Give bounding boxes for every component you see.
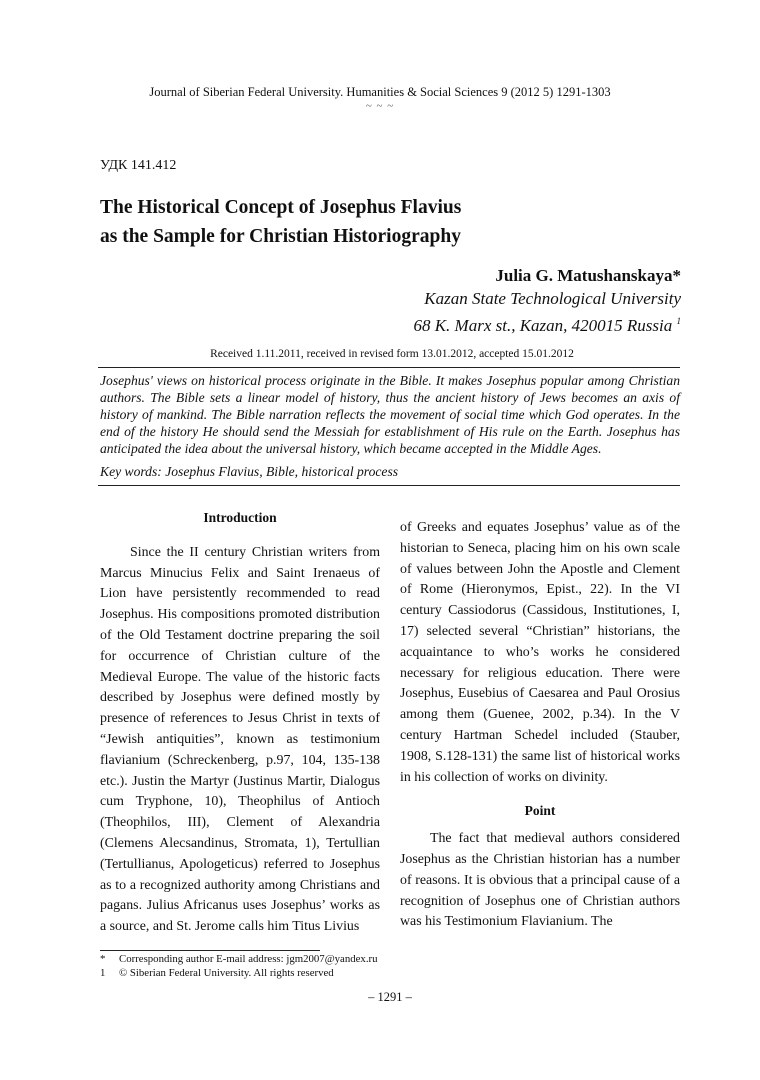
right-column xyxy=(400,518,680,933)
footnote-text: Corresponding author E-mail address: jgm2007@yandex.ru xyxy=(119,953,378,965)
footnote-mark: * xyxy=(100,953,106,965)
address-note-mark: 1 xyxy=(676,316,681,326)
left-column xyxy=(100,508,380,938)
keywords: Key words: Josephus Flavius, Bible, historical process xyxy=(100,464,399,479)
author-affiliation: Kazan State Technological University xyxy=(424,288,681,308)
abstract-bottom-rule xyxy=(98,485,680,486)
received-dates: Received 1.11.2011, received in revised form 13.01.2012, accepted 15.01.2012 xyxy=(210,348,574,360)
author-address-line xyxy=(413,310,681,338)
title-line-1: The Historical Concept of Josephus Flavius xyxy=(100,197,462,218)
introduction-heading: Introduction xyxy=(203,510,277,525)
footnote-text: © Siberian Federal University. All rights reserved xyxy=(119,967,334,979)
page-number: – 1291 – xyxy=(368,990,412,1004)
footnote-rule xyxy=(100,950,320,951)
journal-header: Journal of Siberian Federal University. Humanities & Social Sciences 9 (2012 5) 1291-1303 xyxy=(149,85,611,99)
author-name: Julia G. Matushanskaya* xyxy=(495,266,681,285)
footnote-copyright xyxy=(100,966,334,980)
article-title xyxy=(100,193,461,251)
abstract-top-rule xyxy=(98,367,680,368)
footnote-mark: 1 xyxy=(100,967,106,979)
author-address: 68 K. Marx st., Kazan, 420015 Russia xyxy=(413,316,673,335)
author-block xyxy=(413,265,681,338)
introduction-paragraph: Since the II century Christian writers from Marcus Minucius Felix and Saint Irenaeus of Lion have persistently recommended to read Josephus. His compositions promoted distribution of the Old Testament doctrine preparing the soil for occurrence of Christian culture of the Medieval Europe. The value of the historic facts described by Josephus were defined mostly by presence of references to Jesus Christ in texts of “Jewish antiquities”, known as testimonium flavianium (Schreckenberg, p.97, 104, 135-138 etc.). Justin the Martyr (Justinus Martir, Dialogus cum Tryphone, 10), Theophilus of Antioch (Theophilos, III), Clement of Alexandria (Clemens Alecsandinus, Stromata, 1), Tertullian (Tertullianus, Apologeticus) referred to Josephus as to a recognized authority among Christians and pagans. Julius Africanus uses Josephus’ works as a source, and St. Jerome calls him Titus Livius xyxy=(100,544,380,935)
introduction-continued: of Greeks and equates Josephus’ value as of the historian to Seneca, placing him on his own scale of values between John the Apostle and Clement of Rome (Hieronymos, Epist., 22). In the VI century Cassiodorus (Cassidous, Institutiones, I, 17) selected several “Christian” historians, the acquaintance to who’s works he considered necessary for religious education. There were Josephus, Eusebius of Caesarea and Paul Orosius among them (Guenee, 2002, p.34). In the V century Hartman Schedel included (Stauber, 1908, S.128-131) the same list of historical works in his collection of works on divinity. xyxy=(400,520,680,785)
udc-code: УДК 141.412 xyxy=(100,158,177,173)
footnote-corresponding xyxy=(100,952,378,966)
point-paragraph: The fact that medieval authors considered Josephus as the Christian historian has a number of reasons. It is obvious that a principal cause of a recognition of Josephus one of Christian authors was his Testimonium Flavianium. The xyxy=(400,831,680,930)
point-heading: Point xyxy=(524,803,556,819)
header-ornament: ~ ~ ~ xyxy=(365,100,395,112)
abstract: Josephus' views on historical process originate in the Bible. It makes Josephus popular among Christian authors. The Bible sets a linear model of history, thus the ancient history of Jews becomes an axis of history of mankind. The Bible narration reflects the movement of social time which God operates. In the end of the history He should send the Messiah for establishment of His rule on the Earth. Josephus has anticipated the idea about the universal history, which became accepted in the Middle Ages. xyxy=(100,373,680,456)
title-line-2: as the Sample for Christian Historiography xyxy=(100,226,461,247)
